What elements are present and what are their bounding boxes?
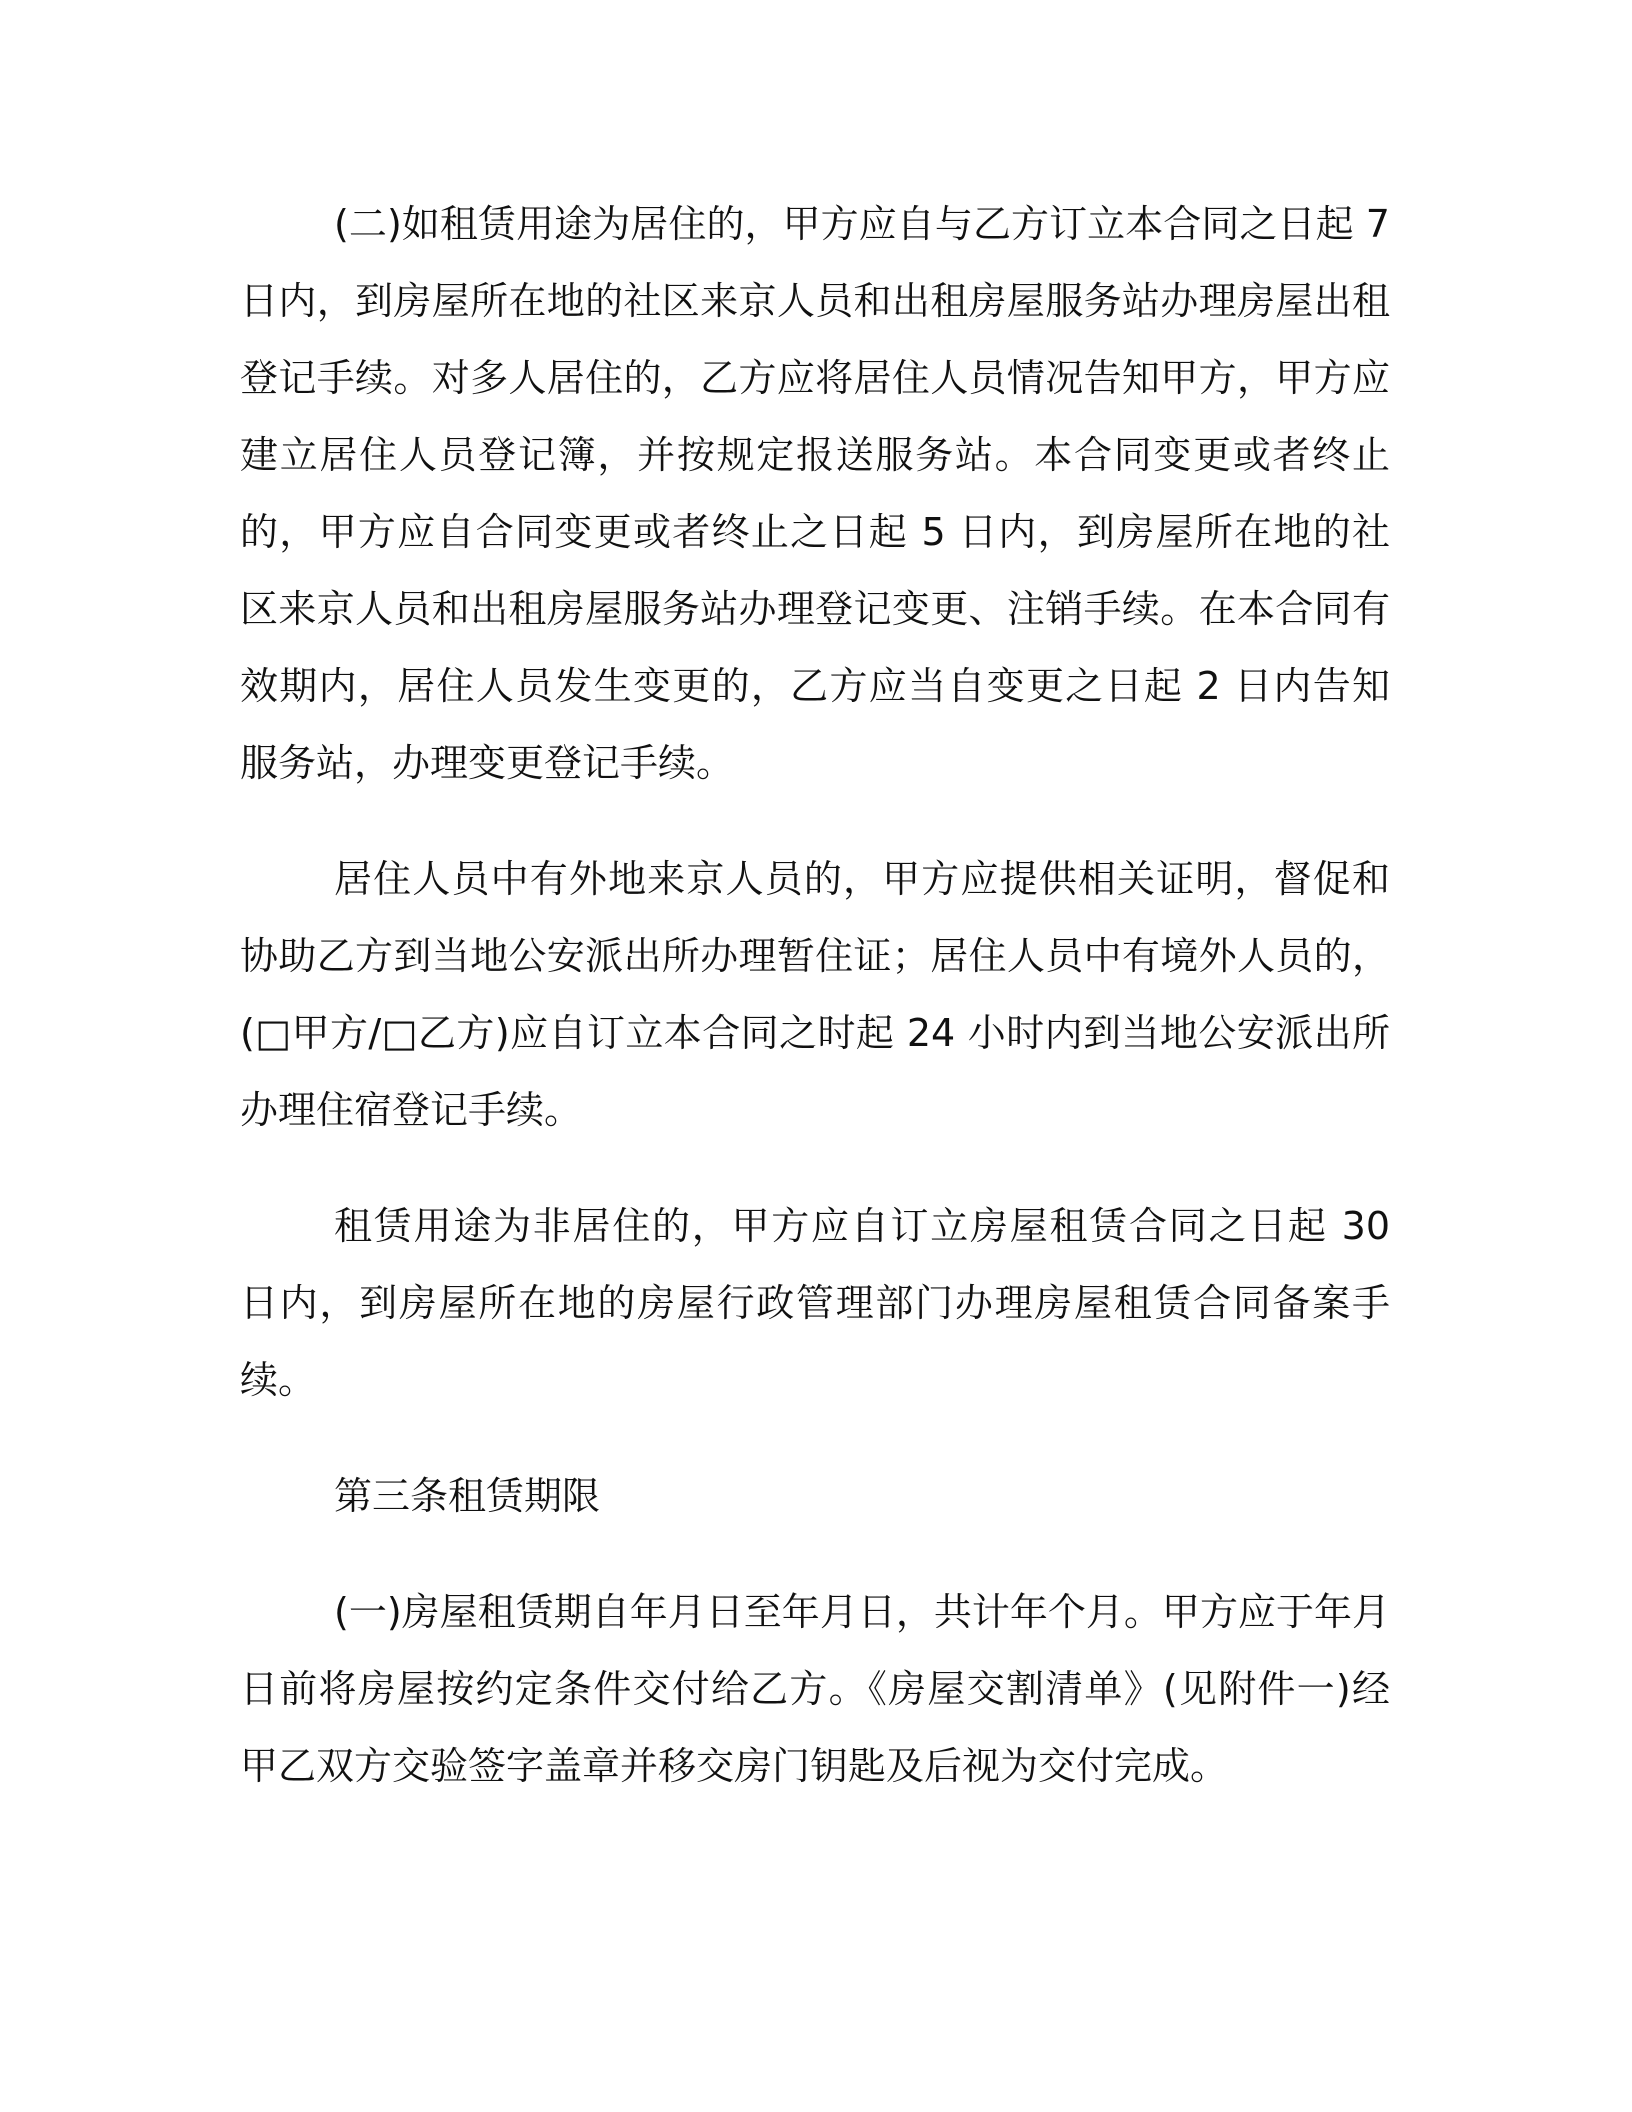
section-heading-lease-term: 第三条租赁期限 (334, 1474, 601, 1518)
paragraph-lease-period: (一)房屋租赁期自年月日至年月日，共计年个月。甲方应于年月日前将房屋按约定条件交付给乙方。《房屋交割清单》(见附件一)经甲乙双方交验签字盖章并移交房门钥匙及后视为交付完成。 (240, 1590, 1390, 1788)
paragraph-nonresidential-filing: 租赁用途为非居住的，甲方应自订立房屋租赁合同之日起 30 日内，到房屋所在地的房屋行政管理部门办理房屋租赁合同备案手续。 (240, 1204, 1390, 1402)
paragraph-residential-registration: (二)如租赁用途为居住的，甲方应自与乙方订立本合同之日起 7 日内，到房屋所在地的社区来京人员和出租房屋服务站办理房屋出租登记手续。对多人居住的，乙方应将居住人员情况告知甲方，甲方应建立居住人员登记簿，并按规定报送服务站。本合同变更或者终止的，甲方应自合同变更或者终止之日起 5 日内，到房屋所在地的社区来京人员和出租房屋服务站办理登记变更、注销手续。在本合同有效期内，居住人员发生变更的，乙方应当自变更之日起 2 日内告知服务站，办理变更登记手续。 (240, 202, 1390, 785)
paragraph-nonlocal-residents: 居住人员中有外地来京人员的，甲方应提供相关证明，督促和协助乙方到当地公安派出所办理暂住证；居住人员中有境外人员的，(□甲方/□乙方)应自订立本合同之时起 24 小时内到当地公安派出所办理住宿登记手续。 (240, 857, 1390, 1132)
document-body (240, 186, 1390, 1805)
